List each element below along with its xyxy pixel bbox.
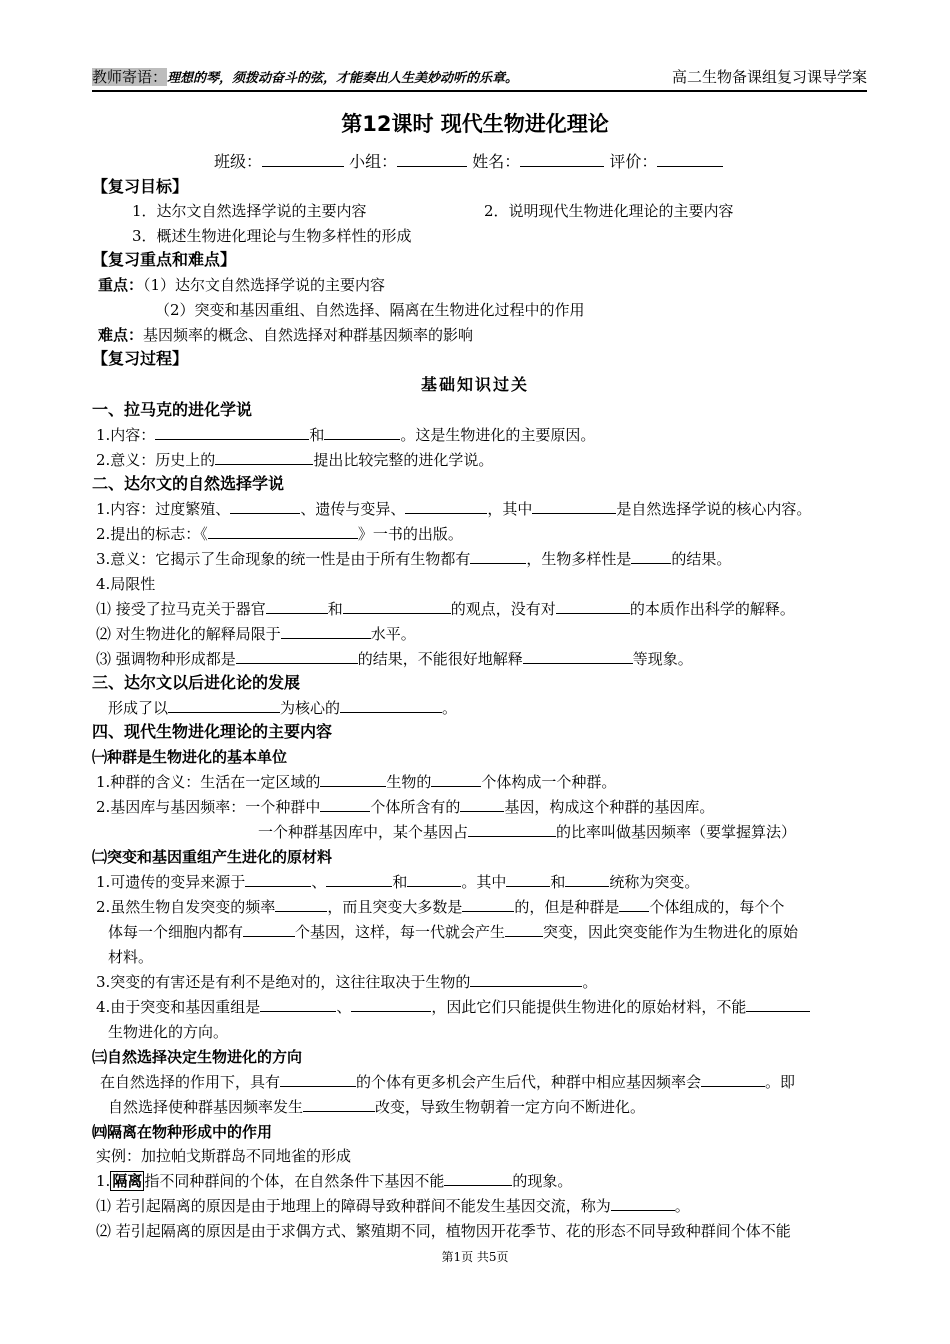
blank[interactable]: [303, 1097, 375, 1112]
blank[interactable]: [470, 549, 526, 564]
p3-l1-end: 。即: [765, 1073, 796, 1091]
s2-l5-and: 和: [327, 600, 343, 618]
p2-l1-end: 统称为突变。: [609, 873, 700, 891]
blank[interactable]: [280, 1072, 356, 1087]
s2-line-1: [96, 499, 811, 519]
p2-line-3: [108, 922, 798, 942]
s2-line-5: [96, 599, 795, 619]
p2-l1-text: 1.可遗传的变异来源于: [96, 873, 246, 891]
s2-l1-text: 1.内容：过度繁殖、: [96, 500, 231, 518]
s3-l1-end: 。: [442, 699, 458, 717]
s1-line-1: [96, 425, 595, 445]
blank[interactable]: [505, 922, 543, 937]
goal-2: 2．说明现代生物进化理论的主要内容: [484, 202, 734, 220]
p3-l1-text-b: 的个体有更多机会产生后代，种群中相应基因频率会: [356, 1073, 702, 1091]
header-label: 教师寄语：: [92, 68, 168, 86]
blank[interactable]: [444, 1171, 512, 1186]
page-footer: 第1页 共5页: [441, 1250, 509, 1264]
blank[interactable]: [462, 897, 514, 912]
blank[interactable]: [340, 698, 442, 713]
key-item-2: （2）突变和基因重组、自然选择、隔离在生物进化过程中的作用: [155, 301, 585, 319]
process-subheading: 基础知识过关: [420, 375, 529, 394]
s2-l6-text: ⑵ 对生物进化的解释局限于: [96, 625, 281, 643]
blank[interactable]: [351, 997, 431, 1012]
key-item-1: （1）达尔文自然选择学说的主要内容: [143, 276, 386, 294]
s2-l1-text-b: 、遗传与变异、: [300, 500, 406, 518]
blank[interactable]: [506, 872, 550, 887]
blank[interactable]: [556, 599, 630, 614]
p2-l2-text-c: 的，但是种群是: [514, 898, 620, 916]
header-motto: 理想的琴，须拨动奋斗的弦，才能奏出人生美妙动听的乐章。: [167, 71, 519, 86]
p3-line-1: [100, 1072, 795, 1092]
blank[interactable]: [245, 872, 311, 887]
p4-l1-end: 的现象。: [512, 1172, 573, 1190]
p2-l3-text: 体每一个细胞内都有: [108, 923, 244, 941]
blank[interactable]: [230, 499, 300, 514]
s2-line-4: 4.局限性: [96, 575, 156, 593]
process-heading: 【复习过程】: [92, 349, 189, 368]
blank[interactable]: [532, 499, 616, 514]
p2-line-1: [96, 872, 699, 892]
difficulty-text: 基因频率的概念、自然选择对种群基因频率的影响: [143, 326, 474, 344]
blank[interactable]: [236, 649, 358, 664]
p2-l2-text: 2.虽然生物自发突变的频率: [96, 898, 276, 916]
section-1-heading: 一、拉马克的进化学说: [92, 400, 253, 419]
s2-l3-text: 3.意义：它揭示了生命现象的统一性是由于所有生物都有: [96, 550, 471, 568]
blank[interactable]: [343, 599, 451, 614]
blank[interactable]: [266, 599, 328, 614]
page-title: 第12课时 现代生物进化理论: [341, 112, 609, 136]
section-4-heading: 四、现代生物进化理论的主要内容: [92, 722, 333, 741]
p1-l2-end: 基因，构成这个种群的基因库。: [504, 798, 715, 816]
p1-line-1: [96, 772, 616, 792]
p2-l5-text: 3.突变的有害还是有利不是绝对的，这往往取决于生物的: [96, 973, 471, 991]
isolation-term: 隔离: [112, 1172, 143, 1190]
s2-l1-text-d: 是自然选择学说的核心内容。: [616, 500, 812, 518]
s2-line-3: [96, 549, 731, 569]
p1-l2-text: 2.基因库与基因频率：一个种群中: [96, 798, 321, 816]
p2-l1-text-d: 。其中: [461, 873, 507, 891]
p2-l1-and-2: 和: [550, 873, 566, 891]
p2-line-6: [96, 997, 810, 1017]
blank[interactable]: [168, 698, 280, 713]
part-2-heading: ㈡突变和基因重组产生进化的原材料: [92, 848, 333, 866]
p1-l3-end: 的比率叫做基因频率（要掌握算法）: [556, 823, 797, 841]
eval-field[interactable]: [657, 152, 723, 167]
s1-l2-end: 提出比较完整的进化学说。: [313, 451, 494, 469]
p1-line-3: [258, 822, 796, 842]
blank[interactable]: [324, 425, 400, 440]
blank[interactable]: [631, 549, 671, 564]
p2-l1-sep: 、: [311, 873, 327, 891]
p3-l1-text: 在自然选择的作用下，具有: [100, 1073, 281, 1091]
eval-label: 评价：: [609, 152, 658, 171]
blank[interactable]: [243, 922, 295, 937]
s2-l6-end: 水平。: [370, 625, 416, 643]
p4-l2-end: 。: [674, 1197, 690, 1215]
key-line-1: [98, 275, 385, 295]
blank[interactable]: [460, 797, 504, 812]
p1-l2-text-b: 个体所含有的: [370, 798, 461, 816]
blank[interactable]: [611, 1196, 675, 1211]
blank[interactable]: [470, 972, 582, 987]
s2-line-7: [96, 649, 693, 669]
s2-l7-text-b: 的结果，不能很好地解释: [357, 650, 523, 668]
p2-l3-text-b: 个基因，这样，每一代就会产生: [295, 923, 506, 941]
difficulty-line: [98, 325, 473, 345]
goal-1: 1．达尔文自然选择学说的主要内容: [132, 202, 367, 220]
section-2-heading: 二、达尔文的自然选择学说: [92, 474, 285, 493]
s1-l1-text: 1.内容：: [96, 426, 156, 444]
blank[interactable]: [701, 1072, 765, 1087]
s3-l1-text-b: 为核心的: [280, 699, 341, 717]
page-header: [92, 66, 867, 92]
s3-l1-text: 形成了以: [108, 699, 169, 717]
s2-line-2: [96, 524, 463, 544]
group-label: 小组：: [349, 152, 398, 171]
s2-l2-end: 》一书的出版。: [357, 525, 463, 543]
p4-example: 实例：加拉帕戈斯群岛不同地雀的形成: [96, 1147, 352, 1165]
header-course: 高二生物备课组复习课导学案: [671, 68, 867, 86]
blank[interactable]: [468, 822, 556, 837]
keypoints-heading: 【复习重点和难点】: [92, 250, 237, 269]
section-3-heading: 三、达尔文以后进化论的发展: [92, 673, 301, 692]
s2-l3-text-b: ，生物多样性是: [526, 550, 632, 568]
s1-l2-text: 2.意义：历史上的: [96, 451, 216, 469]
blank[interactable]: [565, 872, 609, 887]
p3-line-2: [108, 1097, 645, 1117]
s2-l3-end: 的结果。: [671, 550, 732, 568]
p2-line-5: [96, 972, 597, 992]
s2-l7-end: 等现象。: [632, 650, 693, 668]
blank[interactable]: [208, 524, 358, 539]
goal-3: 3．概述生物进化理论与生物多样性的形成: [132, 227, 412, 245]
p2-l1-and: 和: [392, 873, 408, 891]
p4-line-2: [96, 1196, 690, 1216]
p2-l6-sep: 、: [336, 998, 352, 1016]
blank[interactable]: [326, 872, 392, 887]
blank[interactable]: [215, 450, 313, 465]
p2-l6-text-c: ，因此它们只能提供生物进化的原始材料，不能: [431, 998, 747, 1016]
p2-l5-end: 。: [582, 973, 598, 991]
p1-l3-text: 一个种群基因库中，某个基因占: [258, 823, 469, 841]
p4-line-3: ⑵ 若引起隔离的原因是由于求偶方式、繁殖期不同，植物因开花季节、花的形态不同导致种群间个体不能: [96, 1222, 791, 1240]
difficulty-label: 难点：: [98, 326, 144, 344]
p4-l1-text: 指不同种群间的个体，在自然条件下基因不能: [144, 1172, 445, 1190]
p2-l3-end: 突变，因此突变能作为生物进化的原始: [543, 923, 799, 941]
blank[interactable]: [523, 649, 633, 664]
key-label: 重点：: [98, 276, 144, 294]
name-field[interactable]: [520, 152, 604, 167]
s1-l1-end: 。这是生物进化的主要原因。: [400, 426, 596, 444]
p2-line-4: 材料。: [108, 948, 154, 966]
s2-l7-text: ⑶ 强调物种形成都是: [96, 650, 236, 668]
p2-line-2: [96, 897, 784, 917]
s1-l1-and: 和: [309, 426, 325, 444]
p4-l1-num: 1.: [96, 1172, 111, 1190]
p2-l2-text-b: ，而且突变大多数是: [327, 898, 463, 916]
blank[interactable]: [405, 499, 487, 514]
part-4-heading: ㈣隔离在物种形成中的作用: [92, 1123, 273, 1141]
blank[interactable]: [431, 772, 481, 787]
s2-l5-end: 的本质作出科学的解释。: [629, 600, 795, 618]
class-field[interactable]: [262, 152, 344, 167]
blank[interactable]: [320, 772, 386, 787]
p3-l2-text: 自然选择使种群基因频率发生: [108, 1098, 304, 1116]
p2-l6-text: 4.由于突变和基因重组是: [96, 998, 261, 1016]
blank[interactable]: [281, 624, 371, 639]
p4-l2-text: ⑴ 若引起隔离的原因是由于地理上的障碍导致种群间不能发生基因交流，称为: [96, 1197, 611, 1215]
blank[interactable]: [746, 997, 810, 1012]
p4-line-1: [96, 1171, 572, 1191]
blank[interactable]: [320, 797, 370, 812]
blank[interactable]: [275, 897, 327, 912]
p1-l1-end: 个体构成一个种群。: [481, 773, 617, 791]
blank[interactable]: [407, 872, 461, 887]
blank[interactable]: [619, 897, 649, 912]
s2-l2-text: 2.提出的标志：《: [96, 525, 208, 543]
part-3-heading: ㈢自然选择决定生物进化的方向: [92, 1048, 303, 1066]
s2-l1-text-c: ，其中: [487, 500, 533, 518]
s2-l5-text-c: 的观点，没有对: [450, 600, 556, 618]
p1-l1-text-b: 生物的: [386, 773, 432, 791]
p1-l1-text: 1.种群的含义：生活在一定区域的: [96, 773, 321, 791]
blank[interactable]: [260, 997, 336, 1012]
p2-l2-end: 个体组成的，每个个: [649, 898, 785, 916]
s1-line-2: [96, 450, 493, 470]
s2-line-6: [96, 624, 416, 644]
p3-l2-end: 改变，导致生物朝着一定方向不断进化。: [375, 1098, 646, 1116]
group-field[interactable]: [397, 152, 467, 167]
name-label: 姓名：: [472, 152, 521, 171]
s2-l5-text: ⑴ 接受了拉马克关于器官: [96, 600, 266, 618]
class-label: 班级：: [214, 152, 263, 171]
s3-line-1: [108, 698, 457, 718]
p2-line-7: 生物进化的方向。: [108, 1023, 229, 1041]
p1-line-2: [96, 797, 714, 817]
goals-heading: 【复习目标】: [92, 177, 189, 196]
student-info-row: [214, 152, 723, 172]
part-1-heading: ㈠种群是生物进化的基本单位: [92, 748, 288, 766]
blank[interactable]: [155, 425, 309, 440]
